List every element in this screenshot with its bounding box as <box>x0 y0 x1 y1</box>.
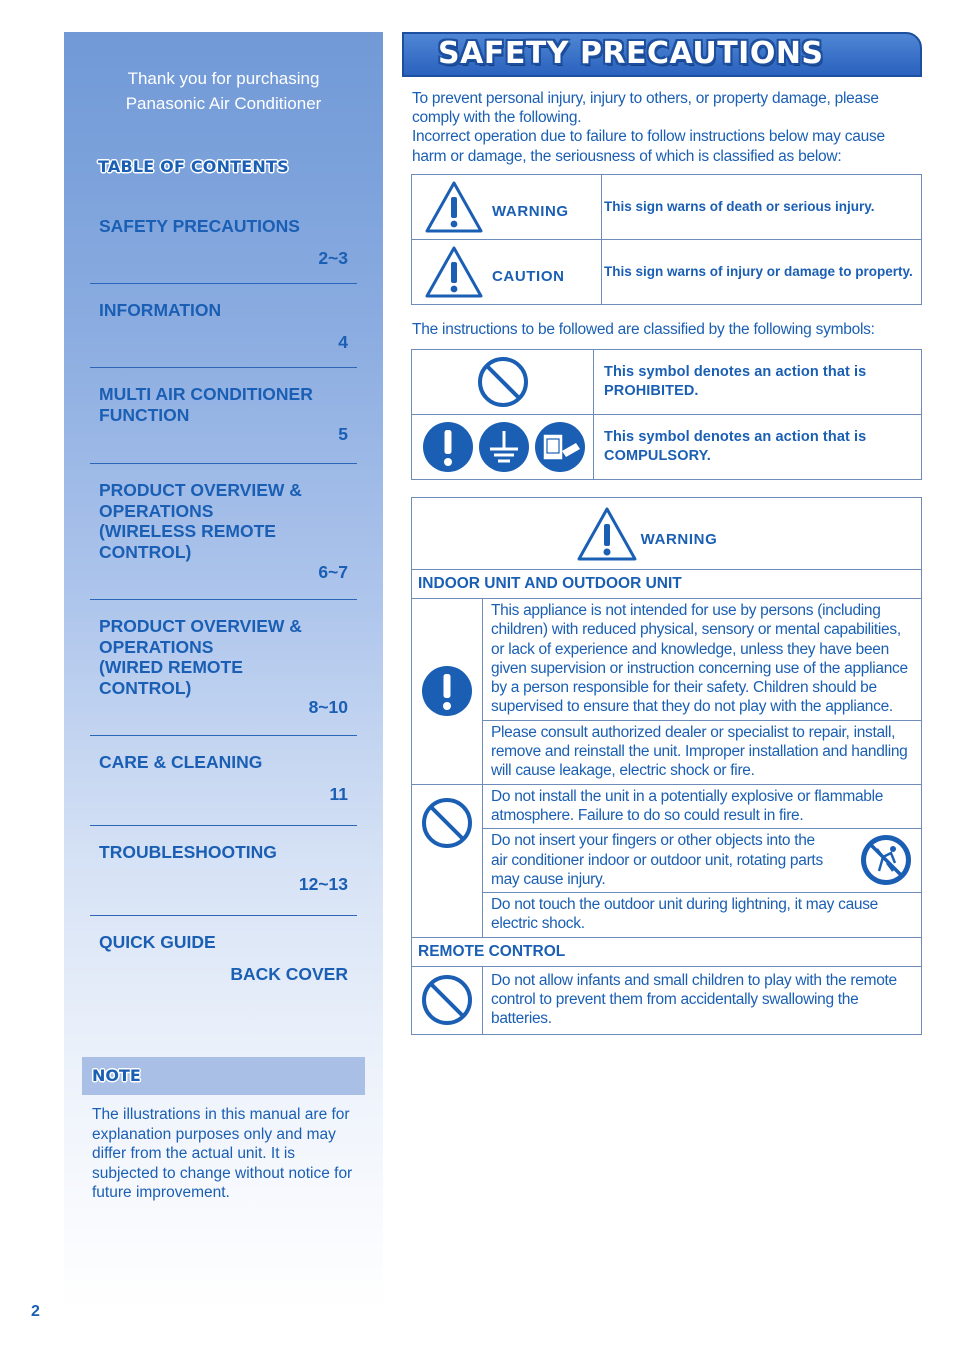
toc-label: MULTI AIR CONDITIONER FUNCTION <box>99 384 313 425</box>
toc-item-safety[interactable] <box>90 207 357 284</box>
toc-label: TROUBLESHOOTING <box>99 842 277 862</box>
toc-page: 4 <box>338 332 348 352</box>
compulsory-icon <box>412 665 482 717</box>
warning-triangle-icon <box>424 180 484 234</box>
title-banner <box>402 32 922 77</box>
sign-row-warning <box>412 175 922 240</box>
prohibited-icon <box>412 356 593 408</box>
sign-row-caution <box>412 240 922 305</box>
symbol-row-compulsory <box>412 415 922 480</box>
table-row <box>412 784 922 829</box>
prohibited-icon <box>412 797 482 849</box>
symbol-desc: This symbol denotes an action that is PROHIBITED. <box>604 363 867 399</box>
warning-text: Do not install the unit in a potentially explosive or flammable atmosphere. Failure to do so could result in fire. <box>483 784 922 829</box>
symbol-table <box>411 349 922 480</box>
warning-text: Do not insert your fingers or other objects into the air conditioner indoor or outdoor unit, rotating parts may cause injury. <box>491 832 823 888</box>
toc-label: PRODUCT OVERVIEW & OPERATIONS (WIRELESS REMOTE CONTROL) <box>99 480 302 562</box>
sign-name: WARNING <box>492 202 569 220</box>
warning-triangle-icon <box>576 506 638 562</box>
symbols-intro: The instructions to be followed are classified by the following symbols: <box>412 321 875 338</box>
table-row <box>412 893 922 938</box>
section-title-indoor-outdoor: INDOOR UNIT AND OUTDOOR UNIT <box>412 570 922 599</box>
sidebar <box>64 32 383 1312</box>
compulsory-icon <box>422 421 474 473</box>
warning-text: Do not allow infants and small children to play with the remote control to prevent them from accidentally swallowing the batteries. <box>483 966 922 1034</box>
toc-label: INFORMATION <box>99 300 222 320</box>
symbol-row-prohibited <box>412 350 922 415</box>
toc-item-overview-wired[interactable] <box>90 600 357 736</box>
table-row <box>412 829 922 893</box>
toc-label: CARE & CLEANING <box>99 752 263 772</box>
toc-page: 5 <box>338 424 348 444</box>
warning-header-row <box>412 498 922 570</box>
toc-item-quick-guide[interactable] <box>90 916 357 996</box>
toc-item-care[interactable] <box>90 736 357 826</box>
warning-text: Do not touch the outdoor unit during lightning, it may cause electric shock. <box>483 893 922 938</box>
page-number: 2 <box>31 1303 40 1320</box>
sign-table <box>411 174 922 305</box>
toc-item-troubleshooting[interactable] <box>90 826 357 916</box>
intro-text: To prevent personal injury, injury to others, or property damage, please comply with the following. Incorrect operation due to failure to follow instructions below may cause harm or damage, the seriousness of which is classified as below: <box>412 90 885 165</box>
sign-desc: This sign warns of death or serious injury. <box>604 199 875 214</box>
symbol-desc: This symbol denotes an action that is COMPULSORY. <box>604 428 867 464</box>
warning-box-header: WARNING <box>640 531 718 548</box>
toc-page: 8~10 <box>308 697 348 717</box>
earth-ground-icon <box>478 421 530 473</box>
note-header <box>82 1057 365 1095</box>
warning-text: Please consult authorized dealer or specialist to repair, install, remove and reinstall the unit. Improper installation and handling will cause leakage, electric shock or fire. <box>483 720 922 784</box>
page-title: SAFETY PRECAUTIONS <box>438 36 824 71</box>
toc-page: 6~7 <box>318 562 348 582</box>
table-row <box>412 720 922 784</box>
sign-desc: This sign warns of injury or damage to property. <box>604 264 913 279</box>
warning-table <box>411 497 922 1035</box>
toc-label: QUICK GUIDE <box>99 932 216 952</box>
section-title-remote-control: REMOTE CONTROL <box>412 937 922 966</box>
caution-triangle-icon <box>424 245 484 299</box>
toc-page: BACK COVER <box>230 964 348 984</box>
unplug-power-icon <box>534 421 586 473</box>
toc-label: SAFETY PRECAUTIONS <box>99 216 300 236</box>
toc-item-information[interactable] <box>90 284 357 368</box>
sign-name: CAUTION <box>492 267 565 285</box>
toc-label: PRODUCT OVERVIEW & OPERATIONS (WIRED REMOTE CONTROL) <box>99 616 302 698</box>
no-fingers-fan-icon <box>859 833 913 887</box>
toc-page: 11 <box>329 784 348 804</box>
toc-item-overview-wireless[interactable] <box>90 464 357 600</box>
toc-item-multi[interactable] <box>90 368 357 464</box>
note-text: The illustrations in this manual are for explanation purposes only and may differ from the actual unit. It is subjected to change without notice for future improvement. <box>92 1106 353 1201</box>
warning-text: This appliance is not intended for use by persons (including children) with reduced physical, sensory or mental capabilities, or lack of experience and knowledge, unless they have been given supervision or instruction concerning use of the appliance by a person responsible for their safety. Children should be supervised to ensure that they do not play with the appliance. <box>483 599 922 721</box>
table-row <box>412 966 922 1034</box>
thank-you-message: Thank you for purchasing Panasonic Air Conditioner <box>125 69 322 113</box>
toc-title: TABLE OF CONTENTS <box>98 157 289 176</box>
toc-page: 2~3 <box>318 248 348 268</box>
table-row <box>412 599 922 721</box>
note-title: NOTE <box>92 1066 141 1085</box>
prohibited-icon <box>412 974 482 1026</box>
toc-page: 12~13 <box>298 874 348 894</box>
